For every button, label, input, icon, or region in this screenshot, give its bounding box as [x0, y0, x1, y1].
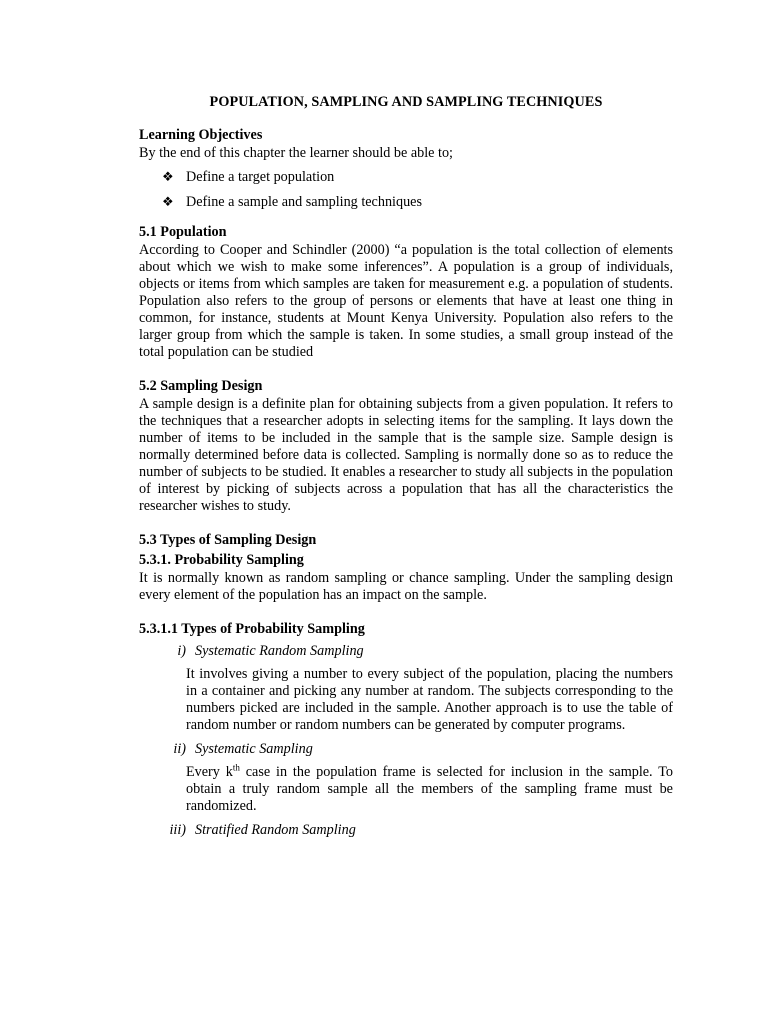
objectives-heading: Learning Objectives — [139, 127, 263, 143]
diamond-bullet-icon: ❖ — [162, 193, 174, 209]
item-number: ii) — [173, 741, 186, 757]
list-item-text: Define a sample and sampling techniques — [186, 193, 422, 210]
list-item — [139, 640, 673, 734]
item-body: Every $k^{th}$ case in the population frame is selected for inclusion in the sample. To obtain a truly random sample all the members of the sampling frame must be randomized. — [186, 762, 673, 814]
item-number: i) — [177, 643, 186, 659]
list-item — [162, 165, 673, 190]
objectives-list — [139, 165, 673, 214]
population-body: According to Cooper and Schindler (2000) “a population is the total collection of elements about which we wish to make some inferences”. A population is a group of individuals, objects or items from which samples are taken for measurement e.g. a population of students. Population also refers to the group of persons or elements that have at least one thing in common, for instance, students at Mount Kenya University. Population also refers to the larger group from which the sample is taken. In some studies, a small group instead of the total population can be studied — [139, 242, 673, 360]
sampling-design-body: A sample design is a definite plan for obtaining subjects from a given population. It refers to the techniques that a researcher adopts in selecting items for the sampling. It lays down the number of items to be included in the sample that is the sample size. Sample design is normally determined before data is collected. Sampling is normally done so as to reduce the number of subjects to be studied. It enables a researcher to study all subjects in the population of interest by picking of subjects across a population that has all the characteristics the researcher wishes to study. — [139, 396, 673, 514]
list-item — [139, 819, 673, 841]
list-item — [162, 190, 673, 215]
population-heading: 5.1 Population — [139, 224, 227, 240]
item-label: Systematic Sampling — [195, 741, 313, 757]
types-heading: 5.3 Types of Sampling Design — [139, 532, 317, 548]
list-item — [139, 738, 673, 815]
item-label: Stratified Random Sampling — [195, 822, 356, 838]
probability-sampling-body: It is normally known as random sampling or chance sampling. Under the sampling design every element of the population has an impact on the sample. — [139, 570, 673, 603]
page-title: POPULATION, SAMPLING AND SAMPLING TECHNIQUES — [209, 94, 603, 110]
list-item-text: Define a target population — [186, 169, 335, 185]
objectives-intro: By the end of this chapter the learner should be able to; — [139, 145, 453, 161]
item-body: It involves giving a number to every subject of the population, placing the numbers in a container and picking any number at random. The subjects corresponding to the numbers picked are included in the sample. Another approach is to use the table of random number or random numbers can be generated by computer programs. — [186, 666, 673, 733]
item-number: iii) — [169, 822, 186, 838]
probability-sampling-heading: 5.3.1. Probability Sampling — [139, 552, 304, 568]
diamond-bullet-icon: ❖ — [162, 169, 174, 184]
sampling-design-heading: 5.2 Sampling Design — [139, 378, 263, 394]
item-label: Systematic Random Sampling — [195, 643, 364, 659]
probability-types-heading: 5.3.1.1 Types of Probability Sampling — [139, 621, 365, 637]
